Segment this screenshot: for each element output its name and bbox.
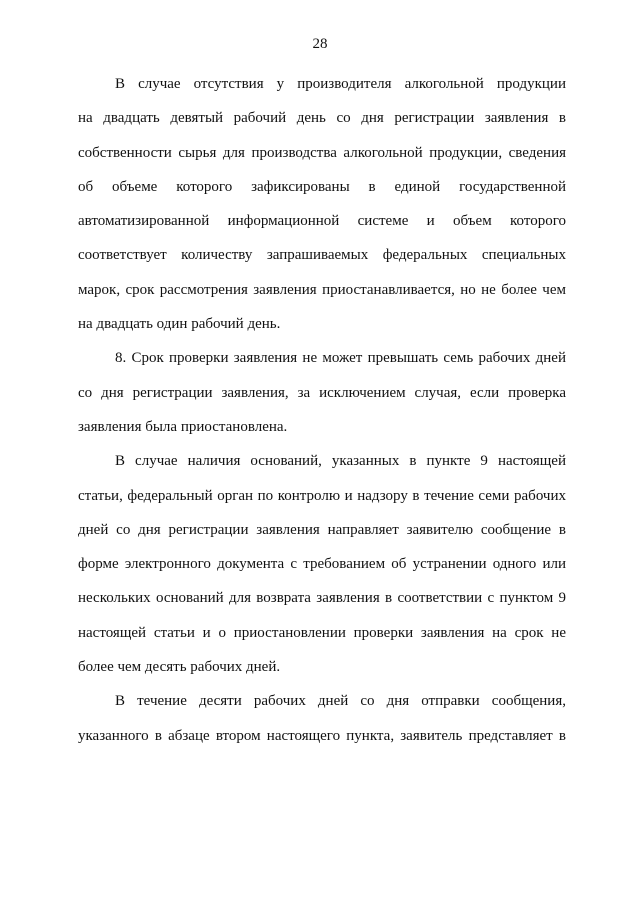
- text-line: более чем десять рабочих дней.: [78, 659, 281, 676]
- paragraph-1: [78, 67, 566, 341]
- text-line: собственности сырья для производства алкогольной продукции, сведения: [78, 144, 566, 161]
- paragraph-4: [78, 684, 566, 753]
- text-line: нескольких оснований для возврата заявления в соответствии с пунктом 9: [78, 590, 566, 607]
- text-line: статьи, федеральный орган по контролю и надзору в течение семи рабочих: [78, 487, 566, 504]
- text-line: на двадцать один рабочий день.: [78, 316, 281, 333]
- text-line: форме электронного документа с требованием об устранении одного или: [78, 556, 566, 573]
- text-line: заявления была приостановлена.: [78, 418, 288, 435]
- text-line: на двадцать девятый рабочий день со дня регистрации заявления в: [78, 110, 566, 127]
- text-line: марок, срок рассмотрения заявления приостанавливается, но не более чем: [78, 281, 566, 298]
- text-line: В случае наличия оснований, указанных в пункте 9 настоящей: [115, 453, 566, 470]
- text-line: указанного в абзаце втором настоящего пункта, заявитель представляет в: [78, 727, 566, 744]
- text-line: настоящей статьи и о приостановлении проверки заявления на срок не: [78, 624, 566, 641]
- text-line: со дня регистрации заявления, за исключением случая, если проверка: [78, 384, 566, 401]
- paragraph-3: [78, 444, 566, 684]
- text-line: об объеме которого зафиксированы в единой государственной: [78, 178, 566, 195]
- paragraph-2: [78, 341, 566, 444]
- text-line: 8. Срок проверки заявления не может превышать семь рабочих дней: [115, 350, 566, 367]
- text-line: дней со дня регистрации заявления направляет заявителю сообщение в: [78, 521, 566, 538]
- text-line: автоматизированной информационной системе и объем которого: [78, 213, 566, 230]
- page-number: 28: [312, 36, 328, 52]
- text-line: В течение десяти рабочих дней со дня отправки сообщения,: [115, 693, 566, 710]
- text-line: В случае отсутствия у производителя алкогольной продукции: [115, 76, 566, 92]
- text-line: соответствует количеству запрашиваемых федеральных специальных: [78, 247, 566, 264]
- document-body: [78, 67, 566, 753]
